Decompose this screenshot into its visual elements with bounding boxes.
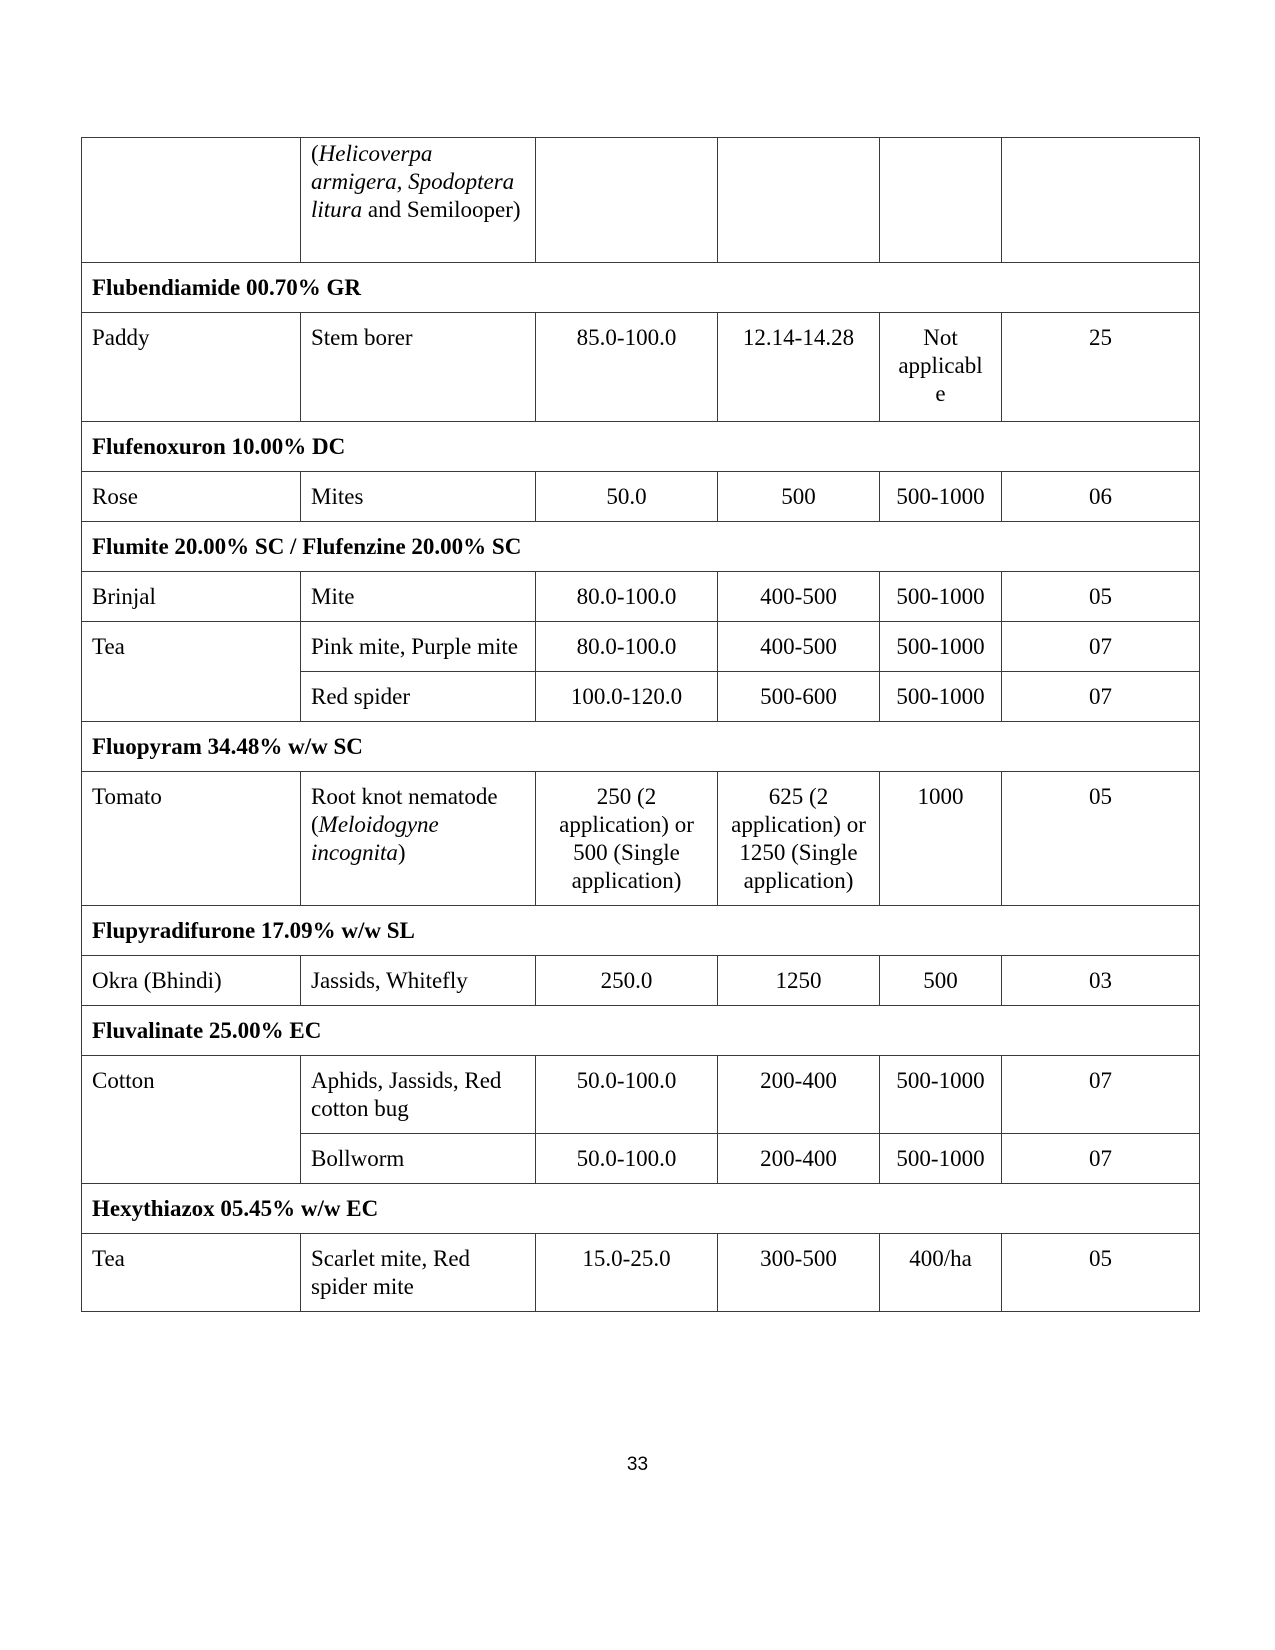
pest-cell: Root knot nematode (Meloidogyne incognita) — [301, 772, 536, 906]
section-heading-row — [82, 522, 1200, 572]
dose-formulation-cell: 400-500 — [718, 622, 880, 672]
pest-cell: Mites — [301, 472, 536, 522]
dose-formulation-cell: 625 (2 application) or 1250 (Single application) — [718, 772, 880, 906]
section-heading: Flumite 20.00% SC / Flufenzine 20.00% SC — [82, 522, 1200, 572]
water-volume-cell: 500-1000 — [880, 1056, 1002, 1134]
dose-ai-cell: 15.0-25.0 — [536, 1234, 718, 1312]
pest-cell: Mite — [301, 572, 536, 622]
table-row — [82, 1234, 1200, 1312]
crop-cell: Tea — [82, 1234, 301, 1312]
waiting-period-cell: 07 — [1002, 622, 1200, 672]
crop-cell: Cotton — [82, 1056, 301, 1184]
crop-cell: Brinjal — [82, 572, 301, 622]
dose-formulation-cell — [718, 138, 880, 263]
dose-ai-cell: 50.0-100.0 — [536, 1134, 718, 1184]
section-heading: Flupyradifurone 17.09% w/w SL — [82, 906, 1200, 956]
pest-cell: Pink mite, Purple mite — [301, 622, 536, 672]
dose-formulation-cell: 500 — [718, 472, 880, 522]
dose-formulation-cell: 200-400 — [718, 1056, 880, 1134]
crop-cell: Paddy — [82, 313, 301, 422]
water-volume-cell: Not applicabl e — [880, 313, 1002, 422]
section-heading-row — [82, 422, 1200, 472]
water-volume-cell — [880, 138, 1002, 263]
waiting-period-cell: 05 — [1002, 772, 1200, 906]
pest-cell: Jassids, Whitefly — [301, 956, 536, 1006]
dose-ai-cell: 80.0-100.0 — [536, 622, 718, 672]
water-volume-cell: 500-1000 — [880, 572, 1002, 622]
section-heading: Fluvalinate 25.00% EC — [82, 1006, 1200, 1056]
table-row — [82, 138, 1200, 263]
dose-ai-cell: 250 (2 application) or 500 (Single application) — [536, 772, 718, 906]
crop-cell: Tea — [82, 622, 301, 722]
water-volume-cell: 500-1000 — [880, 472, 1002, 522]
pest-cell: Scarlet mite, Red spider mite — [301, 1234, 536, 1312]
section-heading-row — [82, 722, 1200, 772]
dose-ai-cell — [536, 138, 718, 263]
dose-ai-cell: 85.0-100.0 — [536, 313, 718, 422]
waiting-period-cell: 07 — [1002, 672, 1200, 722]
section-heading: Flubendiamide 00.70% GR — [82, 263, 1200, 313]
section-heading-row — [82, 263, 1200, 313]
waiting-period-cell — [1002, 138, 1200, 263]
water-volume-cell: 500-1000 — [880, 622, 1002, 672]
waiting-period-cell: 07 — [1002, 1056, 1200, 1134]
dose-ai-cell: 80.0-100.0 — [536, 572, 718, 622]
table-row — [82, 622, 1200, 672]
crop-cell: Tomato — [82, 772, 301, 906]
table-row — [82, 772, 1200, 906]
table-row — [82, 572, 1200, 622]
crop-cell: Okra (Bhindi) — [82, 956, 301, 1006]
dose-ai-cell: 50.0 — [536, 472, 718, 522]
pesticide-table — [81, 137, 1200, 1312]
section-heading-row — [82, 1006, 1200, 1056]
crop-cell — [82, 138, 301, 263]
waiting-period-cell: 03 — [1002, 956, 1200, 1006]
water-volume-cell: 400/ha — [880, 1234, 1002, 1312]
dose-ai-cell: 50.0-100.0 — [536, 1056, 718, 1134]
waiting-period-cell: 07 — [1002, 1134, 1200, 1184]
section-heading: Flufenoxuron 10.00% DC — [82, 422, 1200, 472]
water-volume-cell: 500-1000 — [880, 1134, 1002, 1184]
water-volume-cell: 500 — [880, 956, 1002, 1006]
pest-cell: Stem borer — [301, 313, 536, 422]
table-row — [82, 472, 1200, 522]
waiting-period-cell: 06 — [1002, 472, 1200, 522]
section-heading: Hexythiazox 05.45% w/w EC — [82, 1184, 1200, 1234]
water-volume-cell: 1000 — [880, 772, 1002, 906]
page-number: 33 — [626, 1454, 649, 1475]
waiting-period-cell: 25 — [1002, 313, 1200, 422]
water-volume-cell: 500-1000 — [880, 672, 1002, 722]
waiting-period-cell: 05 — [1002, 1234, 1200, 1312]
pest-cell: Bollworm — [301, 1134, 536, 1184]
dose-formulation-cell: 1250 — [718, 956, 880, 1006]
dose-formulation-cell: 500-600 — [718, 672, 880, 722]
dose-formulation-cell: 400-500 — [718, 572, 880, 622]
pest-cell: Aphids, Jassids, Red cotton bug — [301, 1056, 536, 1134]
section-heading: Fluopyram 34.48% w/w SC — [82, 722, 1200, 772]
dose-ai-cell: 100.0-120.0 — [536, 672, 718, 722]
section-heading-row — [82, 1184, 1200, 1234]
table-row — [82, 1056, 1200, 1134]
dose-formulation-cell: 12.14-14.28 — [718, 313, 880, 422]
dose-formulation-cell: 300-500 — [718, 1234, 880, 1312]
waiting-period-cell: 05 — [1002, 572, 1200, 622]
dose-formulation-cell: 200-400 — [718, 1134, 880, 1184]
pest-cell: Red spider — [301, 672, 536, 722]
crop-cell: Rose — [82, 472, 301, 522]
pest-cell: (Helicoverpa armigera, Spodoptera litura and Semilooper) — [301, 138, 536, 263]
dose-ai-cell: 250.0 — [536, 956, 718, 1006]
table-row — [82, 956, 1200, 1006]
section-heading-row — [82, 906, 1200, 956]
table-row — [82, 313, 1200, 422]
